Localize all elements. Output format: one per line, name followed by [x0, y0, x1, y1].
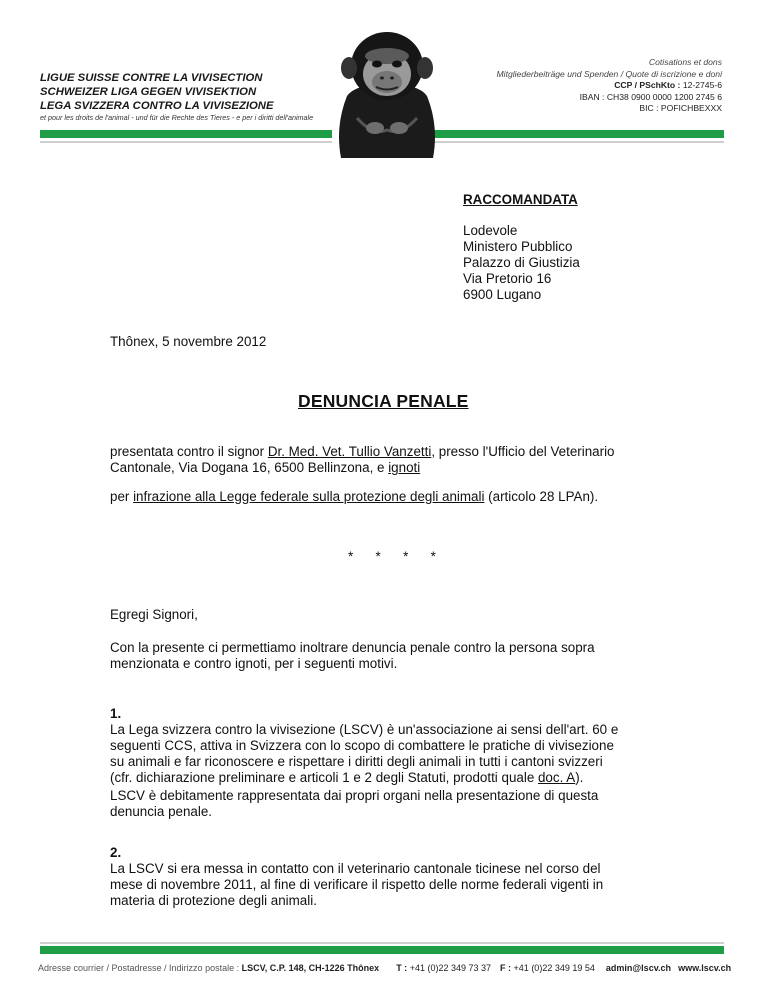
recipient-line: 6900 Lugano	[463, 287, 542, 302]
representation-paragraph: LSCV è debitamente rappresentata dai propri organi nella presentazione di questa denuncia penale.	[110, 788, 599, 819]
org-subtitle: et pour les droits de l'animal - und für die Rechte des Tieres - e per i diritti dell'animale	[40, 113, 314, 122]
date-line: Thônex, 5 novembre 2012	[110, 334, 267, 349]
org-name-de: SCHWEIZER LIGA GEGEN VIVISEKTION	[40, 86, 257, 98]
footer-bar	[40, 946, 724, 954]
footer-address-label: Adresse courrier / Postadresse / Indirizzo postale :	[38, 963, 242, 973]
header-rule-right	[432, 141, 724, 143]
registered-mail-label: RACCOMANDATA	[463, 192, 578, 207]
org-name-it: LEGA SVIZZERA CONTRO LA VIVISEZIONE	[40, 100, 274, 112]
header-bar-right	[432, 130, 724, 138]
fax-number: +41 (0)22 349 19 54	[513, 963, 595, 973]
recipient-line: Via Pretorio 16	[463, 271, 552, 286]
recipient-line: Lodevole	[463, 223, 518, 238]
org-name-fr: LIGUE SUISSE CONTRE LA VIVISECTION	[40, 72, 263, 84]
opening-paragraph: Con la presente ci permettiamo inoltrare denuncia penale contro la persona sopra menzionata e contro ignoti, per i seguenti motivi.	[110, 640, 595, 671]
section-2: 2. La LSCV si era messa in contatto con il veterinario cantonale ticinese nel corso del mese di novembre 2011, al fine di verificare il rispetto delle norme federali vigenti in materia di protezione degli animali.	[110, 845, 604, 908]
payment-info	[497, 57, 723, 115]
salutation: Egregi Signori,	[110, 607, 198, 622]
email-link[interactable]: admin@lscv.ch	[605, 963, 672, 973]
footer-contact	[38, 963, 731, 973]
footer-rule	[40, 942, 724, 944]
recipient-line: Ministero Pubblico	[463, 239, 573, 254]
document-a-reference: doc. A	[537, 770, 576, 785]
chimpanzee-logo	[327, 26, 447, 158]
accused-name: Dr. Med. Vet. Tullio Vanzetti	[267, 444, 432, 459]
law-reference: infrazione alla Legge federale sulla protezione degli animali	[133, 489, 485, 504]
website-link[interactable]: www.lscv.ch	[678, 963, 732, 973]
recipient-line: Palazzo di Giustizia	[463, 255, 580, 270]
dons-de-it: Mitgliederbeiträge und Spenden / Quote di iscrizione e doni	[496, 68, 722, 79]
separator-stars: * * * *	[348, 549, 436, 564]
footer-address: LSCV, C.P. 148, CH-1226 Thônex	[241, 963, 380, 973]
ccp-value: 12-2745-6	[682, 80, 722, 91]
ccp-label: CCP / PSchKto :	[614, 80, 681, 91]
fax-label: F :	[500, 963, 514, 973]
section-1-number: 1.	[110, 706, 122, 721]
organization-names	[40, 71, 273, 113]
phone-number: +41 (0)22 349 73 37	[409, 963, 492, 973]
bic: BIC : POFICHBEXXX	[639, 103, 722, 114]
unknown-persons: ignoti	[388, 460, 421, 475]
header-rule-left	[40, 141, 332, 143]
document-title: DENUNCIA PENALE	[298, 391, 469, 411]
ccp-line	[497, 80, 723, 92]
accusation-paragraph: presentata contro il signor Dr. Med. Vet. Tullio Vanzetti, presso l'Ufficio del Veterinario Cantonale, Via Dogana 16, 6500 Bellinzona, e ignoti	[110, 444, 615, 475]
section-2-number: 2.	[110, 845, 122, 860]
section-1: 1. La Lega svizzera contro la vivisezione (LSCV) è un'associazione ai sensi dell'art. 60 e seguenti CCS, attiva in Svizzera con lo scopo di combattere le pratiche di vivisezione su animali e far riconoscere e rispettare i diritti degli animali in tutti i cantoni svizzeri (cfr. dichiarazione preliminare e articoli 1 e 2 degli Statuti, prodotti quale doc. A).	[110, 706, 619, 785]
recipient-address	[463, 223, 580, 303]
header-bar-left	[40, 130, 332, 138]
phone-label: T :	[396, 963, 410, 973]
iban: IBAN : CH38 0900 0000 1200 2745 6	[579, 91, 722, 102]
infraction-paragraph: per infrazione alla Legge federale sulla protezione degli animali (articolo 28 LPAn).	[110, 489, 599, 504]
dons-fr: Cotisations et dons	[648, 57, 722, 67]
